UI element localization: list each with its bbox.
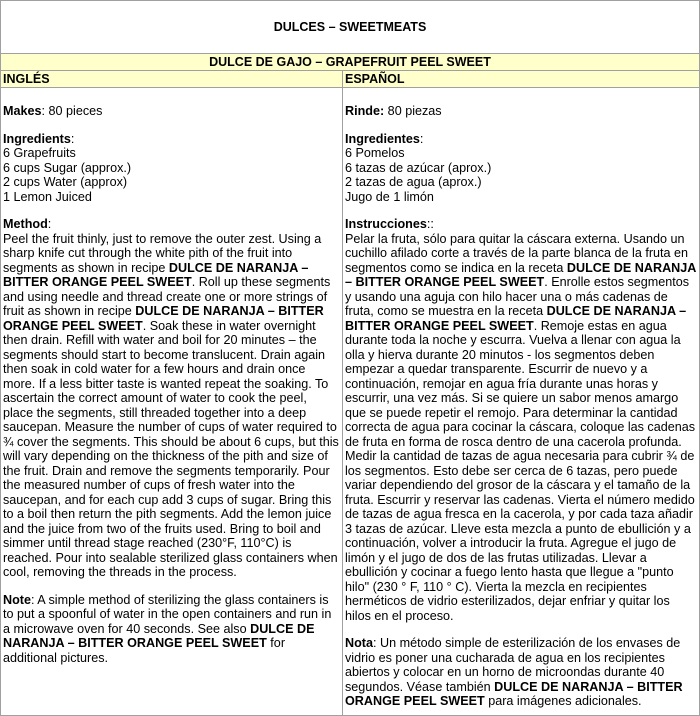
recipe-reference: DULCE DE NARANJA – BITTER ORANGE PEEL SWEET — [3, 621, 315, 650]
method-text-part: Peel the fruit thinly, just to remove the outer zest. Using a sharp knife cut through the white pith of the fruit into segments as shown in recipe — [3, 231, 322, 275]
method-text — [345, 232, 697, 624]
note-label: Note — [3, 592, 31, 607]
makes-value: : 80 pieces — [41, 104, 103, 118]
note-text-part: para imágenes adicionales. — [484, 694, 642, 708]
method-text — [3, 232, 340, 580]
method-label: Instrucciones — [345, 217, 427, 231]
ingredient-item: 6 tazas de azúcar (aprox.) — [345, 160, 492, 175]
recipe-reference: DULCE DE NARANJA – BITTER ORANGE PEEL SWEET — [345, 679, 683, 708]
recipe-title: DULCE DE GAJO – GRAPEFRUIT PEEL SWEET — [1, 54, 700, 71]
column-header-spanish: ESPAÑOL — [343, 71, 700, 88]
method-text-part: . Roll up these segments and using needle and thread create one or more strings of fruit as shown in recipe — [3, 275, 331, 318]
column-header-english: INGLÉS — [1, 71, 343, 88]
method-heading — [345, 217, 697, 232]
note-text-part: : A simple method of sterilizing the glass containers is to put a spoonful of water in the open containers and run in a microwave oven for 40 seconds. See also — [3, 592, 332, 636]
ingredients-colon: : — [70, 131, 75, 146]
ingredient-item: Jugo de 1 limón — [345, 189, 434, 204]
english-column — [1, 88, 343, 716]
method-text-part: Pelar la fruta, sólo para quitar la cáscara externa. Usando un cuchillo afilado corte a través de la parte blanca de la fruta en segmentos como se indica en la receta — [345, 231, 689, 275]
note-text — [345, 636, 697, 709]
method-text-part: . Enrolle estos segmentos y usando una aguja con hilo hacer una o más cadenas de fruta, como se muestra en la receta — [345, 275, 690, 318]
ingredients-heading — [345, 132, 697, 147]
method-label: Method — [3, 217, 48, 231]
recipe-reference: DULCE DE NARANJA – BITTER ORANGE PEEL SWEET — [345, 260, 696, 289]
method-text-part: . Soak these in water overnight then drain. Refill with water and boil for 20 minutes – the segments should start to become translucent. Drain again then soak in cold water for a few hours and drain once more. If a less bitter taste is wanted repeat the soaking. To ascertain the correct amount of water to cook the peel, place the segments, still threaded together into a deep saucepan. Measure the number of cups of water required to ¾ cover the segments. This should be about 6 cups, but this will vary depending on the thickness of the pith and size of the fruit. Drain and remove the segments temporarily. Pour the measured number of cups of fresh water into the saucepan, and for each cup add 3 cups of sugar. Bring this to a boil then return the pith segments. Add the lemon juice and the juice from two of the fruits used. Bring to boil and simmer until thread stage reached (230°F, 110°C) is reached. Pour into sealable sterilized glass containers when cool, removing the threads in the process. — [3, 318, 339, 579]
ingredient-item: 1 Lemon Juiced — [3, 189, 92, 204]
ingredient-item: 2 tazas de agua (aprox.) — [345, 175, 482, 189]
method-colon: : — [47, 217, 52, 231]
note-label: Nota — [345, 636, 373, 650]
note-text-part: : Un método simple de esterilización de los envases de vidrio es poner una cucharada de agua en los recipientes abiertos y colocar en un horno de microondas durante 40 segundos. Véase también — [345, 636, 681, 694]
note-text — [3, 593, 340, 666]
method-text-part: . Remoje estas en agua durante toda la noche y escurra. Vuelva a llenar con agua la olla y hierva durante 20 minutos - los segmentos deben empezar a quedar transparente. Escurrir de nuevo y a continuación, remojar en agua fría durante unas horas y escurrir, una vez más. Si se quiere un sabor menos amargo que se puede repetir el remojo. Para determinar la cantidad correcta de agua para cocinar la cáscara, coloque las cadenas de fruta en forma de rosca dentro de una cacerola profunda. Medir la cantidad de tazas de agua necesaria para cubrir ¾ de los segmentos. Esto debe ser cerca de 6 tazas, pero puede variar dependiendo del grosor de la cáscara y el tamaño de la fruta. Escurrir y reservar las cadenas. Vierta el número medido de tazas de agua fresca en la cacerola, y por cada taza añadir 3 tazas de azúcar. Lleve esta mezcla a punto de ebullición y a continuación, volver a introducir la fruta. Agregue el jugo de limón y el jugo de dos de las frutas utilizadas. Llevar a ebullición y cocinar a fuego lento hasta que llegue a "punto hilo" (230 ° F, 110 ° C). Vierta la mezcla en recipientes herméticos de vidrio esterilizados, dejar enfriar y quitar los hilos en el proceso. — [345, 318, 696, 623]
note-text-part: for additional pictures. — [3, 636, 286, 665]
makes-value: 80 piezas — [384, 104, 442, 118]
makes-line — [3, 104, 340, 119]
ingredients-label: Ingredientes — [345, 131, 420, 146]
spanish-column — [343, 88, 700, 716]
ingredients-colon: : — [419, 131, 424, 146]
method-heading — [3, 217, 340, 232]
makes-label: Makes — [3, 104, 42, 118]
ingredient-item: 2 cups Water (approx) — [3, 175, 128, 189]
recipe-reference: DULCE DE NARANJA – BITTER ORANGE PEEL SWEET — [345, 304, 687, 333]
makes-label: Rinde: — [345, 104, 385, 118]
document-title: DULCES – SWEETMEATS — [1, 1, 700, 54]
ingredients-heading — [3, 132, 340, 147]
ingredient-item: 6 Grapefruits — [3, 146, 76, 160]
ingredient-item: 6 cups Sugar (approx.) — [3, 160, 132, 175]
ingredient-item: 6 Pomelos — [345, 146, 405, 160]
makes-line — [345, 104, 697, 119]
recipe-reference: DULCE DE NARANJA – BITTER ORANGE PEEL SWEET — [3, 304, 324, 333]
ingredients-label: Ingredients — [3, 131, 71, 146]
method-colon: :: — [426, 217, 434, 231]
recipe-reference: DULCE DE NARANJA – BITTER ORANGE PEEL SWEET — [3, 260, 309, 289]
